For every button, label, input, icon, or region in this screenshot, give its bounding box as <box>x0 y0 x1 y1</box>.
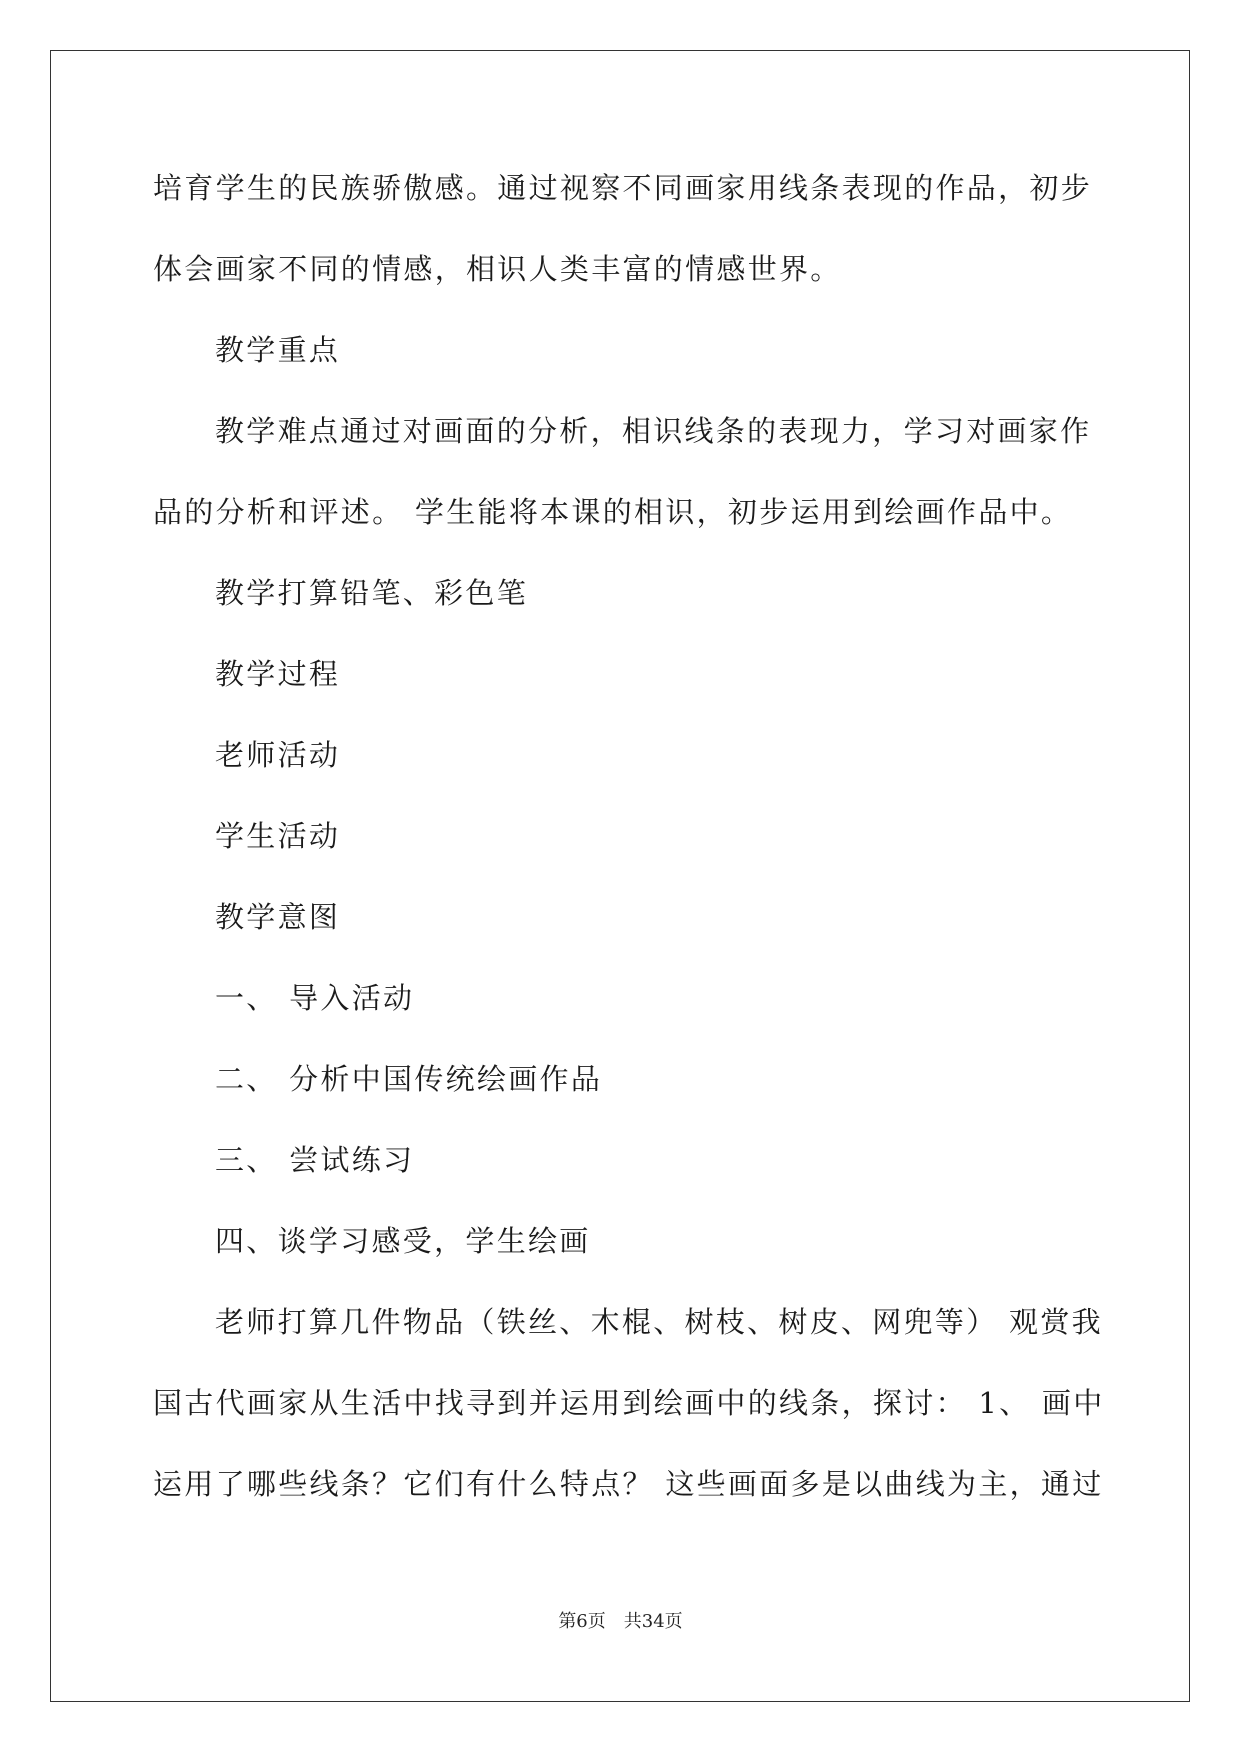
page-border <box>50 50 1190 1702</box>
section-heading: 学生活动 <box>215 819 341 853</box>
paragraph-line: 培育学生的民族骄傲感。通过视察不同画家用线条表现的作品，初步 <box>153 171 1093 205</box>
paragraph-line: 体会画家不同的情感，相识人类丰富的情感世界。 <box>153 252 842 286</box>
section-heading: 老师活动 <box>215 738 341 772</box>
list-item: 一、 导入活动 <box>215 981 415 1015</box>
paragraph-line: 国古代画家从生活中找寻到并运用到绘画中的线条，探讨： 1、 画中 <box>153 1386 1105 1420</box>
list-item: 三、 尝试练习 <box>215 1143 415 1177</box>
page-footer <box>0 1610 1241 1634</box>
section-heading: 教学意图 <box>215 900 341 934</box>
paragraph-line: 教学打算铅笔、彩色笔 <box>215 576 529 610</box>
section-heading: 教学重点 <box>215 333 341 367</box>
list-item: 二、 分析中国传统绘画作品 <box>215 1062 603 1096</box>
paragraph-line: 教学难点通过对画面的分析，相识线条的表现力，学习对画家作 <box>215 414 1092 448</box>
page-number: 第6页 共34页 <box>558 1611 683 1632</box>
paragraph-line: 老师打算几件物品（铁丝、木棍、树枝、树皮、网兜等） 观赏我 <box>215 1305 1103 1339</box>
section-heading: 教学过程 <box>215 657 341 691</box>
paragraph-line: 运用了哪些线条？它们有什么特点？ 这些画面多是以曲线为主，通过 <box>153 1467 1104 1501</box>
list-item: 四、谈学习感受，学生绘画 <box>215 1224 591 1258</box>
paragraph-line: 品的分析和评述。 学生能将本课的相识，初步运用到绘画作品中。 <box>153 495 1073 529</box>
